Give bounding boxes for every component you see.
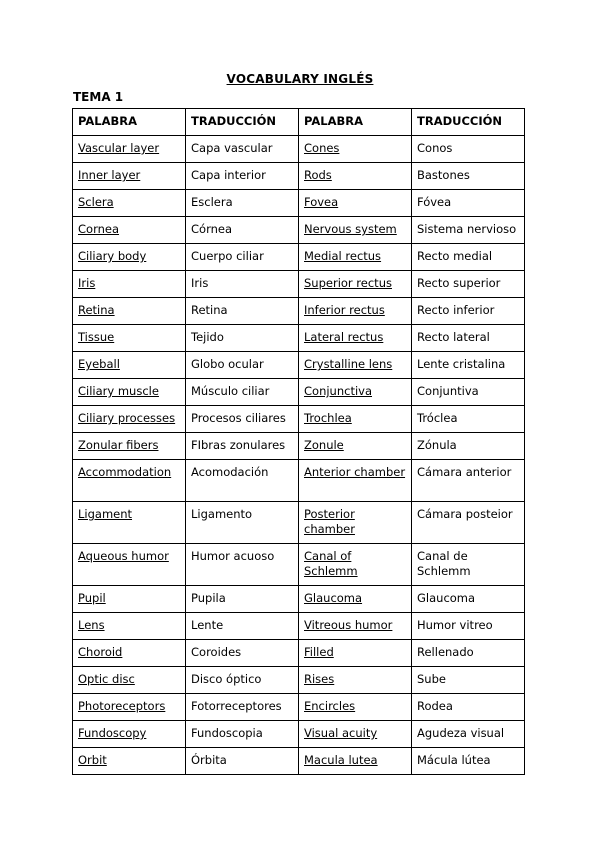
english-word: Zonule: [304, 438, 344, 452]
translation-cell: Bastones: [412, 163, 525, 190]
english-word: Anterior chamber: [304, 465, 406, 479]
translation-cell: Recto superior: [412, 271, 525, 298]
table-row: [73, 748, 525, 775]
translation-cell: Córnea: [186, 217, 299, 244]
table-row: [73, 667, 525, 694]
word-cell: [73, 613, 186, 640]
table-row: [73, 352, 525, 379]
translation-cell: Humor vitreo: [412, 613, 525, 640]
english-word: Choroid: [78, 645, 123, 659]
word-cell: [73, 298, 186, 325]
table-row: [73, 694, 525, 721]
word-cell: [299, 694, 412, 721]
word-cell: [299, 379, 412, 406]
translation-cell: Disco óptico: [186, 667, 299, 694]
word-cell: [73, 406, 186, 433]
table-header-row: [73, 109, 525, 136]
english-word: Iris: [78, 276, 96, 290]
english-word: Ligament: [78, 507, 133, 521]
translation-cell: Sistema nervioso: [412, 217, 525, 244]
table-row: [73, 163, 525, 190]
word-cell: [73, 271, 186, 298]
translation-cell: Glaucoma: [412, 586, 525, 613]
english-word: Nervous system: [304, 222, 397, 236]
document-title: VOCABULARY INGLÉS: [226, 72, 374, 86]
translation-cell: Fóvea: [412, 190, 525, 217]
english-word: Superior rectus: [304, 276, 392, 290]
table-row: [73, 325, 525, 352]
word-cell: [73, 586, 186, 613]
translation-cell: Recto lateral: [412, 325, 525, 352]
translation-cell: Retina: [186, 298, 299, 325]
table-row: [73, 613, 525, 640]
word-cell: [299, 748, 412, 775]
english-word: Pupil: [78, 591, 106, 605]
table-row: [73, 586, 525, 613]
word-cell: [299, 325, 412, 352]
english-word: Eyeball: [78, 357, 120, 371]
english-word: Retina: [78, 303, 115, 317]
word-cell: [73, 136, 186, 163]
translation-cell: Canal de Schlemm: [412, 544, 525, 586]
word-cell: [73, 460, 186, 502]
translation-cell: Recto medial: [412, 244, 525, 271]
translation-cell: Cámara anterior: [412, 460, 525, 502]
translation-cell: Órbita: [186, 748, 299, 775]
english-word: Cornea: [78, 222, 120, 236]
english-word: Vascular layer: [78, 141, 160, 155]
word-cell: [299, 502, 412, 544]
word-cell: [73, 379, 186, 406]
english-word: Photoreceptors: [78, 699, 166, 713]
translation-cell: Globo ocular: [186, 352, 299, 379]
translation-cell: Tejido: [186, 325, 299, 352]
translation-cell: Humor acuoso: [186, 544, 299, 586]
translation-cell: FIbras zonulares: [186, 433, 299, 460]
translation-cell: Fundoscopia: [186, 721, 299, 748]
translation-cell: Agudeza visual: [412, 721, 525, 748]
translation-cell: Rodea: [412, 694, 525, 721]
table-row: [73, 298, 525, 325]
english-word: Fundoscopy: [78, 726, 147, 740]
word-cell: [73, 640, 186, 667]
english-word: Sclera: [78, 195, 114, 209]
word-cell: [73, 433, 186, 460]
word-cell: [299, 460, 412, 502]
english-word: Ciliary body: [78, 249, 147, 263]
translation-cell: Lente: [186, 613, 299, 640]
word-cell: [73, 244, 186, 271]
english-word: Glaucoma: [304, 591, 363, 605]
word-cell: [299, 190, 412, 217]
word-cell: [299, 667, 412, 694]
translation-cell: Recto inferior: [412, 298, 525, 325]
word-cell: [299, 544, 412, 586]
translation-cell: Pupila: [186, 586, 299, 613]
english-word: Filled: [304, 645, 334, 659]
table-row: [73, 136, 525, 163]
word-cell: [73, 544, 186, 586]
word-cell: [299, 613, 412, 640]
word-cell: [299, 217, 412, 244]
table-row: [73, 406, 525, 433]
english-word: Orbit: [78, 753, 107, 767]
word-cell: [73, 694, 186, 721]
english-word: Inferior rectus: [304, 303, 385, 317]
english-word: Aqueous humor: [78, 549, 169, 563]
header-traduccion-1: TRADUCCIÓN: [186, 109, 299, 136]
english-word: Posterior chamber: [304, 507, 355, 536]
table-row: [73, 190, 525, 217]
section-label: TEMA 1: [73, 90, 124, 104]
word-cell: [299, 721, 412, 748]
word-cell: [299, 586, 412, 613]
word-cell: [73, 163, 186, 190]
word-cell: [299, 352, 412, 379]
english-word: Tissue: [78, 330, 115, 344]
english-word: Ciliary processes: [78, 411, 176, 425]
word-cell: [299, 298, 412, 325]
english-word: Zonular fibers: [78, 438, 159, 452]
word-cell: [73, 667, 186, 694]
word-cell: [73, 190, 186, 217]
word-cell: [299, 244, 412, 271]
english-word: Lens: [78, 618, 105, 632]
english-word: Cones: [304, 141, 340, 155]
translation-cell: Capa vascular: [186, 136, 299, 163]
english-word: Medial rectus: [304, 249, 382, 263]
english-word: Encircles: [304, 699, 356, 713]
translation-cell: Conos: [412, 136, 525, 163]
translation-cell: Conjuntiva: [412, 379, 525, 406]
translation-cell: Músculo ciliar: [186, 379, 299, 406]
table-row: [73, 217, 525, 244]
english-word: Trochlea: [304, 411, 352, 425]
english-word: Inner layer: [78, 168, 141, 182]
table-row: [73, 721, 525, 748]
translation-cell: Zónula: [412, 433, 525, 460]
translation-cell: Acomodación: [186, 460, 299, 502]
translation-cell: Coroides: [186, 640, 299, 667]
english-word: Crystalline lens: [304, 357, 393, 371]
word-cell: [299, 136, 412, 163]
translation-cell: Iris: [186, 271, 299, 298]
header-palabra-2: PALABRA: [299, 109, 412, 136]
word-cell: [73, 217, 186, 244]
word-cell: [299, 163, 412, 190]
header-palabra-1: PALABRA: [73, 109, 186, 136]
word-cell: [299, 433, 412, 460]
english-word: Conjunctiva: [304, 384, 373, 398]
translation-cell: Rellenado: [412, 640, 525, 667]
english-word: Ciliary muscle: [78, 384, 159, 398]
english-word: Vitreous humor: [304, 618, 393, 632]
translation-cell: Tróclea: [412, 406, 525, 433]
translation-cell: Fotorreceptores: [186, 694, 299, 721]
word-cell: [299, 271, 412, 298]
translation-cell: Ligamento: [186, 502, 299, 544]
vocabulary-table: [72, 108, 525, 775]
word-cell: [299, 640, 412, 667]
table-row: [73, 379, 525, 406]
translation-cell: Procesos ciliares: [186, 406, 299, 433]
translation-cell: Capa interior: [186, 163, 299, 190]
table-row: [73, 544, 525, 586]
english-word: Lateral rectus: [304, 330, 384, 344]
word-cell: [73, 352, 186, 379]
english-word: Fovea: [304, 195, 339, 209]
translation-cell: Cámara posteior: [412, 502, 525, 544]
table-row: [73, 244, 525, 271]
translation-cell: Mácula lútea: [412, 748, 525, 775]
table-row: [73, 271, 525, 298]
word-cell: [299, 406, 412, 433]
english-word: Accommodation: [78, 465, 172, 479]
header-traduccion-2: TRADUCCIÓN: [412, 109, 525, 136]
english-word: Optic disc: [78, 672, 135, 686]
word-cell: [73, 748, 186, 775]
word-cell: [73, 721, 186, 748]
word-cell: [73, 325, 186, 352]
english-word: Canal of Schlemm: [304, 549, 358, 578]
translation-cell: Esclera: [186, 190, 299, 217]
english-word: Rises: [304, 672, 335, 686]
english-word: Macula lutea: [304, 753, 378, 767]
word-cell: [73, 502, 186, 544]
table-body: [73, 136, 525, 775]
english-word: Rods: [304, 168, 332, 182]
table-row: [73, 433, 525, 460]
table-row: [73, 640, 525, 667]
table-row: [73, 502, 525, 544]
translation-cell: Sube: [412, 667, 525, 694]
translation-cell: Lente cristalina: [412, 352, 525, 379]
english-word: Visual acuity: [304, 726, 378, 740]
translation-cell: Cuerpo ciliar: [186, 244, 299, 271]
table-row: [73, 460, 525, 502]
